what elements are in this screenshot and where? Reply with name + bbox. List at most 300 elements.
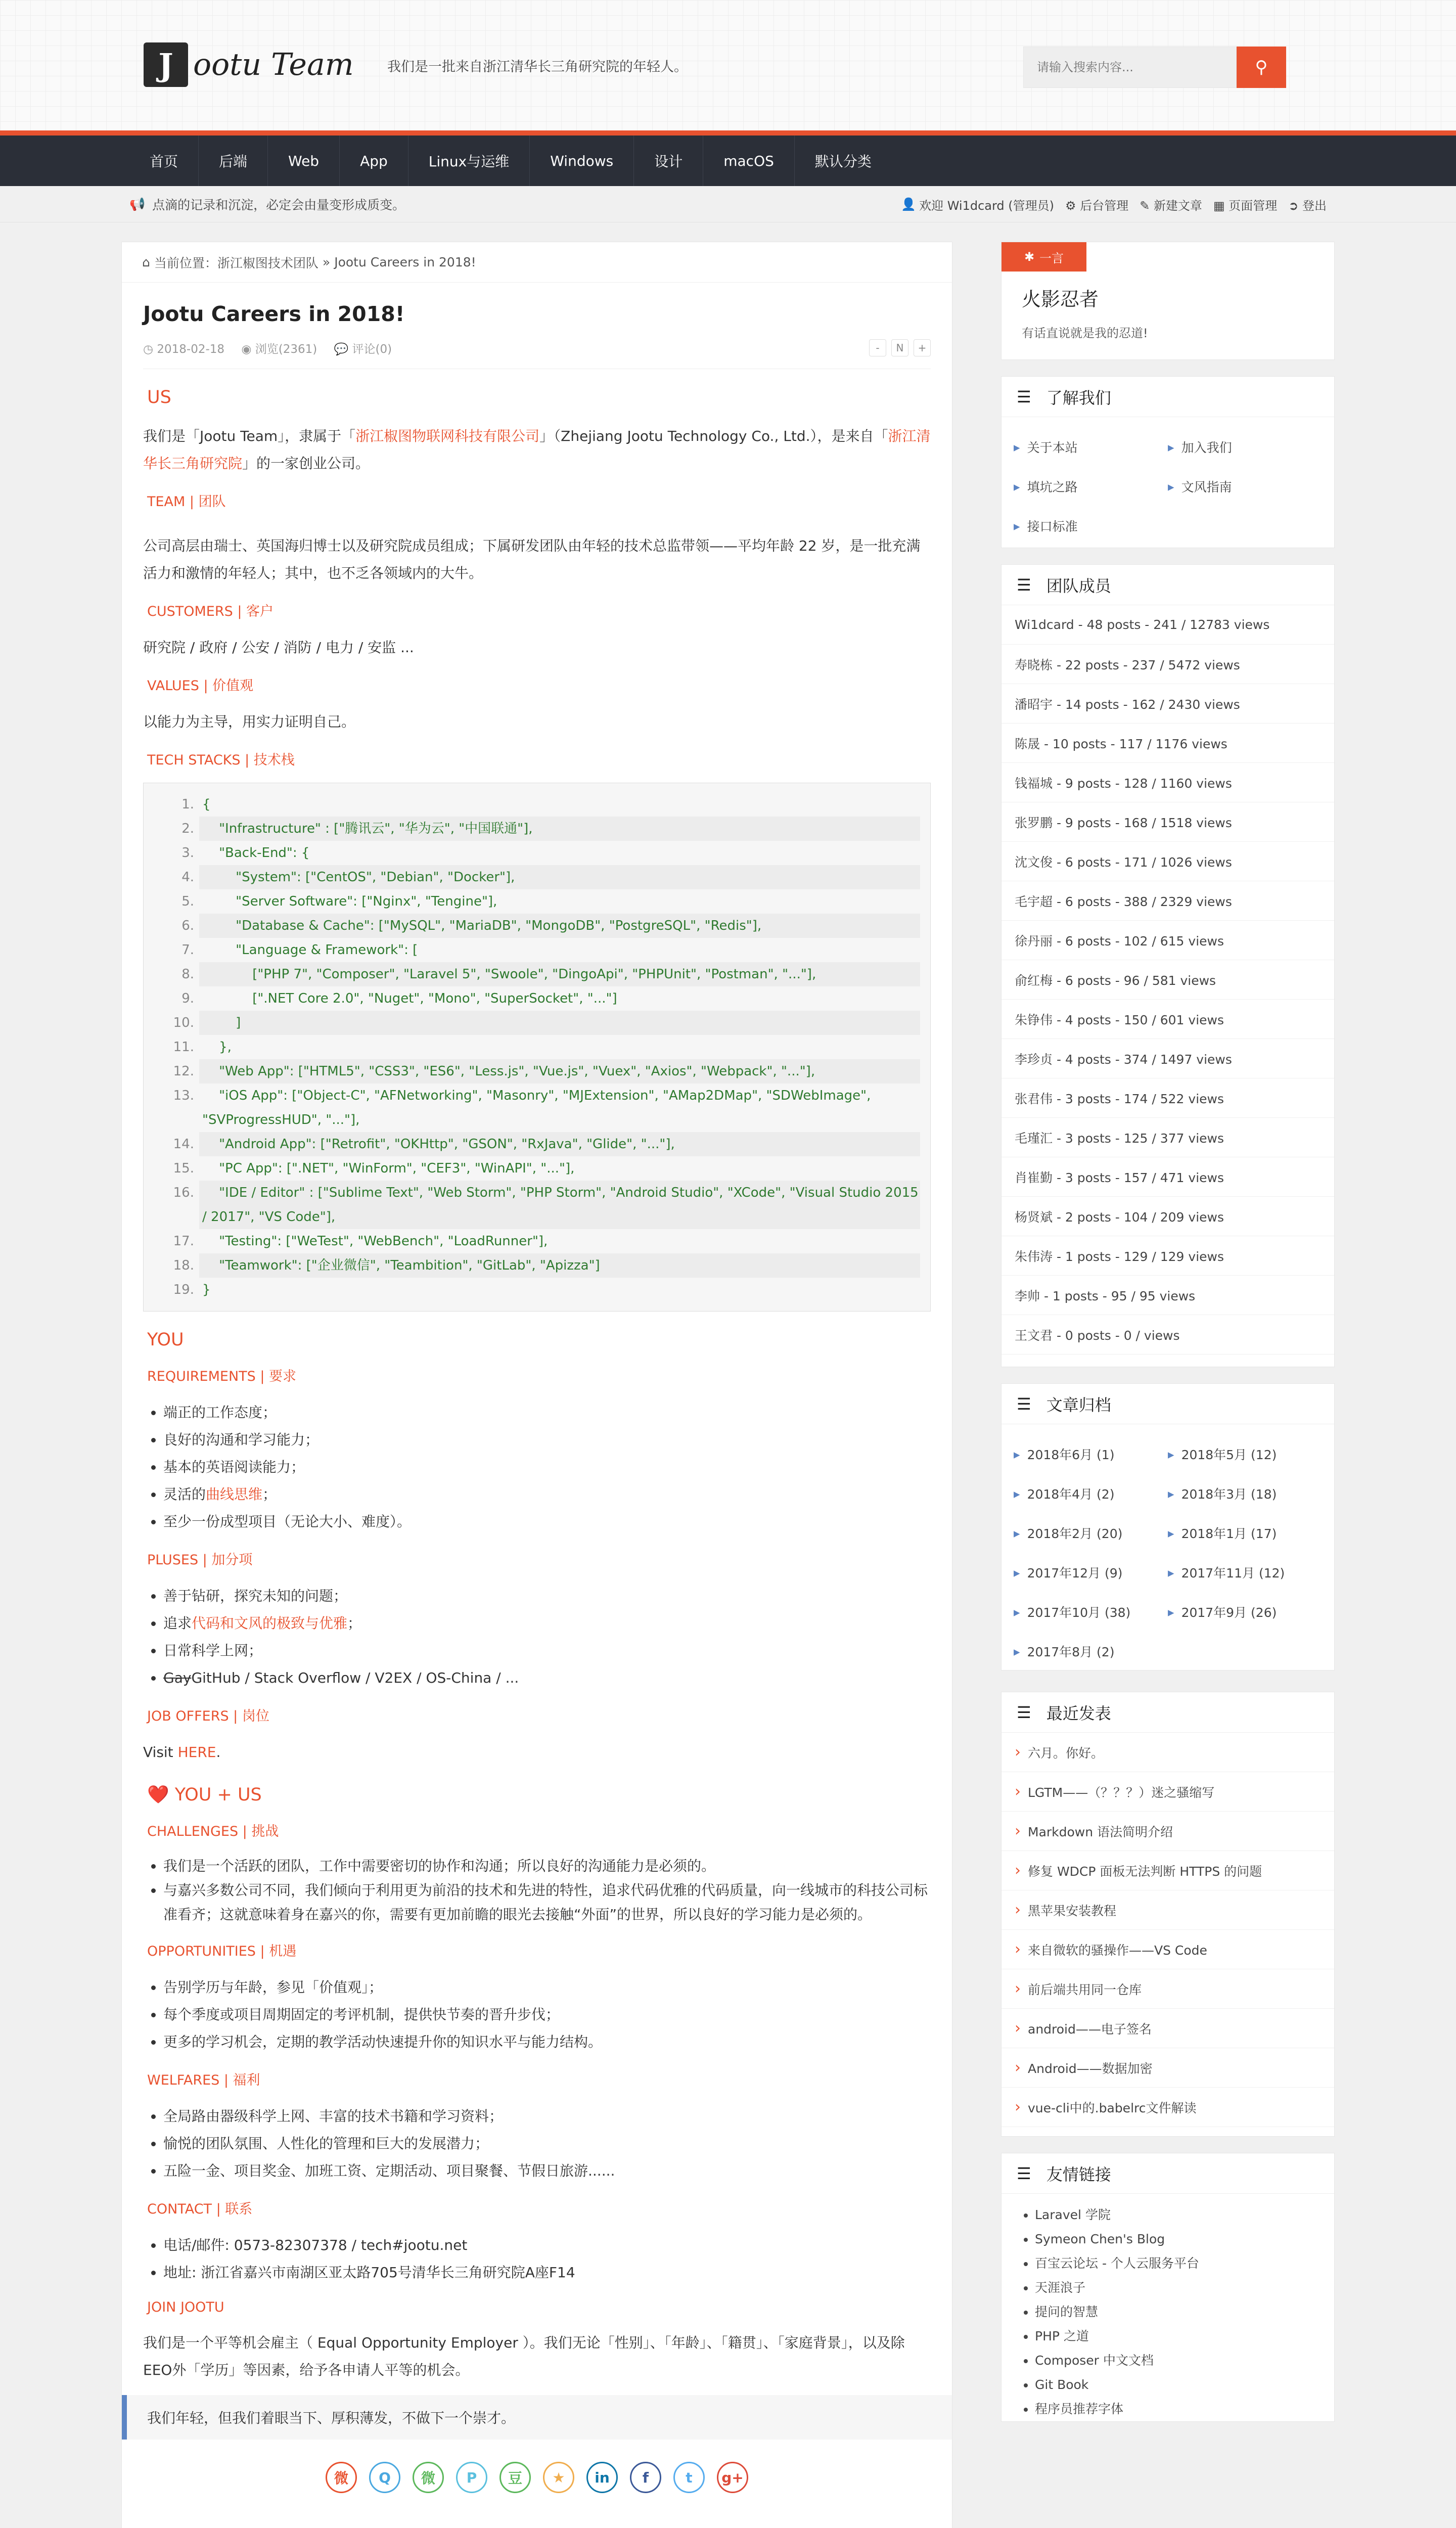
bullet-icon: ▸ bbox=[1168, 1486, 1174, 1501]
pages-link[interactable]: ▦ 页面管理 bbox=[1213, 198, 1278, 213]
member-item[interactable]: 张君伟 - 3 posts - 174 / 522 views bbox=[1002, 1078, 1334, 1118]
archive-label: 2018年6月 (1) bbox=[1027, 1448, 1115, 1462]
code-line bbox=[164, 1253, 920, 1278]
line-number: 12. bbox=[173, 1064, 194, 1079]
code-line bbox=[164, 938, 920, 962]
list-item: • 端正的工作态度； bbox=[163, 1399, 931, 1426]
code-text: } bbox=[202, 1282, 211, 1297]
members-widget bbox=[1001, 564, 1335, 1367]
recent-post-label: 前后端共用同一仓库 bbox=[1028, 1982, 1142, 1997]
intro-text-a: 我们是「Jootu Team」，隶属于「 bbox=[143, 428, 356, 444]
code-line bbox=[164, 1084, 920, 1132]
code-text: "Database & Cache": ["MySQL", "MariaDB", "MongoDB", "PostgreSQL", "Redis"], bbox=[199, 914, 920, 938]
heading-customers: CUSTOMERS | 客户 bbox=[147, 604, 274, 619]
list-item: • 基本的英语阅读能力； bbox=[163, 1454, 931, 1481]
code-line bbox=[164, 817, 920, 841]
line-number: 13. bbox=[173, 1088, 194, 1103]
code-line bbox=[164, 986, 920, 1011]
contact-list bbox=[143, 2232, 931, 2286]
visit-text: Visit bbox=[143, 1744, 178, 1760]
members-list bbox=[1002, 605, 1334, 1355]
nav-item[interactable]: Web bbox=[268, 136, 340, 186]
archive-label: 2017年11月 (12) bbox=[1181, 1566, 1285, 1581]
clock-icon: ◷ bbox=[143, 342, 154, 356]
heading-team: TEAM | 团队 bbox=[147, 494, 226, 510]
member-item[interactable]: 徐丹丽 - 6 posts - 102 / 615 views bbox=[1002, 921, 1334, 960]
code-line bbox=[164, 841, 920, 865]
menu-icon: ☰ bbox=[1017, 2163, 1031, 2183]
sidebar-item-about[interactable] bbox=[1168, 467, 1322, 506]
about-widget bbox=[1001, 376, 1335, 548]
nav-item[interactable]: 设计 bbox=[634, 136, 703, 186]
list-item: • 我们是一个活跃的团队，工作中需要密切的协作和沟通；所以良好的沟通能力是必须的。 bbox=[163, 1854, 931, 1878]
pages-link-label: 页面管理 bbox=[1228, 198, 1278, 213]
member-item[interactable]: 钱福城 - 9 posts - 128 / 1160 views bbox=[1002, 763, 1334, 802]
code-line bbox=[164, 914, 920, 938]
recent-post-label: 修复 WDCP 面板无法判断 HTTPS 的问题 bbox=[1028, 1864, 1262, 1879]
archive-label: 2018年1月 (17) bbox=[1181, 1526, 1277, 1541]
pinterest-icon[interactable]: P bbox=[456, 2462, 487, 2493]
sidebar-item-about[interactable] bbox=[1014, 427, 1168, 467]
nav-item[interactable]: App bbox=[340, 136, 408, 186]
code-text: "Language & Framework": [ bbox=[202, 942, 418, 958]
code-line bbox=[164, 962, 920, 986]
visit-end: . bbox=[216, 1744, 221, 1760]
logo-mark: J bbox=[144, 42, 188, 87]
archive-label: 2018年3月 (18) bbox=[1181, 1487, 1277, 1502]
logout-link-label: 登出 bbox=[1302, 198, 1327, 213]
recent-post[interactable] bbox=[1002, 1851, 1334, 1890]
widget-title: 了解我们 bbox=[1046, 388, 1111, 408]
welfares-list bbox=[143, 2103, 931, 2185]
closing-quote: 我们年轻，但我们着眼当下、厚积薄发，不做下一个崇才。 bbox=[122, 2395, 952, 2440]
bullet-icon: ▸ bbox=[1168, 1525, 1174, 1541]
recent-post[interactable] bbox=[1002, 1733, 1334, 1772]
you-us-label: YOU + US bbox=[174, 1785, 262, 1805]
recent-post-label: LGTM——（？？？）迷之骚缩写 bbox=[1028, 1785, 1215, 1800]
line-number: 5. bbox=[181, 894, 194, 909]
line-number: 10. bbox=[173, 1015, 194, 1030]
main-nav bbox=[0, 136, 1456, 186]
member-item[interactable]: 毛宇超 - 6 posts - 388 / 2329 views bbox=[1002, 881, 1334, 921]
code-text: "System": ["CentOS", "Debian", "Docker"], bbox=[199, 865, 920, 889]
welcome-link[interactable]: 欢迎 Wi1dcard (管理员) bbox=[919, 198, 1055, 213]
jobs-link[interactable]: HERE bbox=[177, 1744, 216, 1760]
code-block bbox=[143, 783, 931, 1312]
archive-item[interactable] bbox=[1168, 1513, 1322, 1553]
comment-count[interactable]: 评论(0) bbox=[352, 342, 392, 356]
archive-item[interactable] bbox=[1014, 1592, 1168, 1632]
recent-post[interactable] bbox=[1002, 2088, 1334, 2127]
site-slogan: 我们是一批来自浙江清华长三角研究院的年轻人。 bbox=[387, 59, 688, 75]
qq-icon[interactable]: Q bbox=[369, 2462, 400, 2493]
widget-title: 友情链接 bbox=[1046, 2164, 1111, 2184]
member-item[interactable]: 张罗鹏 - 9 posts - 168 / 1518 views bbox=[1002, 802, 1334, 842]
opportunities-list bbox=[143, 1974, 931, 2056]
heading-tech-stacks: TECH STACKS | 技术栈 bbox=[147, 752, 295, 768]
member-item[interactable]: Wi1dcard - 48 posts - 241 / 12783 views bbox=[1002, 605, 1334, 645]
recent-post[interactable] bbox=[1002, 1930, 1334, 1969]
heading-contact: CONTACT | 联系 bbox=[147, 2201, 253, 2217]
member-item[interactable]: 寿晓栋 - 22 posts - 237 / 5472 views bbox=[1002, 645, 1334, 684]
admin-link-label: 后台管理 bbox=[1080, 198, 1129, 213]
bullet-icon: ▸ bbox=[1014, 1644, 1020, 1659]
search-icon: ⚲ bbox=[1255, 58, 1268, 77]
code-text: "IDE / Editor" : ["Sublime Text", "Web Storm", "PHP Storm", "Android Studio", "XCode", "Visual Studio 2015 / 2017", "VS Code"], bbox=[199, 1181, 920, 1229]
douban-icon[interactable]: 豆 bbox=[499, 2462, 531, 2493]
arrow-icon: › bbox=[1015, 1822, 1021, 1840]
nav-item[interactable]: 后端 bbox=[199, 136, 268, 186]
recent-post[interactable] bbox=[1002, 1772, 1334, 1812]
arrow-icon: › bbox=[1015, 1862, 1021, 1879]
list-item: • 至少一份成型项目（无论大小、难度）。 bbox=[163, 1508, 931, 1536]
nav-item[interactable]: Windows bbox=[530, 136, 634, 186]
facebook-icon[interactable]: f bbox=[630, 2462, 661, 2493]
member-item[interactable]: 俞红梅 - 6 posts - 96 / 581 views bbox=[1002, 960, 1334, 1000]
friend-link[interactable]: • 百宝云论坛 - 个人云服务平台 bbox=[1035, 2251, 1334, 2276]
archive-item[interactable] bbox=[1168, 1434, 1322, 1474]
bullet-icon: ▸ bbox=[1168, 1565, 1174, 1580]
eye-icon: ◉ bbox=[241, 342, 252, 356]
archive-widget bbox=[1001, 1383, 1335, 1671]
bullet-icon: ▸ bbox=[1168, 479, 1174, 494]
recent-list bbox=[1002, 1733, 1334, 2127]
archive-links bbox=[1002, 1424, 1334, 1681]
archive-item[interactable] bbox=[1014, 1632, 1168, 1671]
archive-label: 2018年2月 (20) bbox=[1027, 1526, 1123, 1541]
list-item bbox=[163, 1481, 931, 1508]
sidebar-item-label: 填坑之路 bbox=[1027, 480, 1078, 494]
sidebar-item-about[interactable] bbox=[1014, 506, 1168, 546]
recent-post-label: vue-cli中的.babelrc文件解读 bbox=[1028, 2100, 1197, 2115]
asterisk-icon: ✱ bbox=[1024, 250, 1035, 264]
menu-icon: ☰ bbox=[1017, 1394, 1031, 1414]
code-text: "iOS App": ["Object-C", "AFNetworking", "Masonry", "MJExtension", "AMap2DMap", "SDWebImage", "SVProgressHUD", "..."], bbox=[202, 1088, 875, 1127]
join-paragraph: 我们是一个平等机会雇主（ Equal Opportunity Employer ）。我们无论「性别」、「年龄」、「籍贯」、「家庭背景」，以及除EEO外「学历」等因素，给予各申请人平等的机会。 bbox=[143, 2334, 905, 2378]
recent-post-label: Markdown 语法简明介绍 bbox=[1028, 1824, 1173, 1839]
twitter-icon[interactable]: t bbox=[673, 2462, 705, 2493]
weibo-icon[interactable]: 微 bbox=[326, 2462, 357, 2493]
comment-icon: 💬 bbox=[334, 342, 349, 356]
line-number: 6. bbox=[181, 918, 194, 933]
breadcrumb-prefix: 当前位置： bbox=[154, 255, 217, 270]
sidebar-item-label: 关于本站 bbox=[1027, 440, 1078, 455]
list-item bbox=[163, 1664, 931, 1692]
code-line bbox=[164, 865, 920, 889]
widget-header bbox=[1002, 565, 1334, 605]
article-panel bbox=[121, 242, 952, 2528]
code-line bbox=[164, 1132, 920, 1156]
line-number: 8. bbox=[181, 967, 194, 982]
code-line bbox=[164, 792, 920, 817]
yiyan-tag-label: 一言 bbox=[1039, 251, 1064, 265]
widget-title: 最近发表 bbox=[1046, 1703, 1111, 1723]
code-text: "Web App": ["HTML5", "CSS3", "ES6", "Less.js", "Vue.js", "Vuex", "Axios", "Webpack", "..."], bbox=[199, 1059, 920, 1084]
google-plus-icon[interactable]: g+ bbox=[717, 2462, 748, 2493]
line-number: 11. bbox=[173, 1040, 194, 1055]
member-item[interactable]: 沈文俊 - 6 posts - 171 / 1026 views bbox=[1002, 842, 1334, 881]
archive-item[interactable] bbox=[1014, 1513, 1168, 1553]
code-text: "Infrastructure" : ["腾讯云", "华为云", "中国联通"], bbox=[199, 817, 920, 841]
archive-item[interactable] bbox=[1168, 1474, 1322, 1513]
code-text: "PC App": [".NET", "WinForm", "CEF3", "WinAPI", "..."], bbox=[202, 1161, 575, 1176]
view-count: 浏览(2361) bbox=[255, 342, 317, 356]
font-normal-button[interactable]: N bbox=[891, 339, 908, 356]
member-item[interactable]: 朱伟涛 - 1 posts - 129 / 129 views bbox=[1002, 1236, 1334, 1276]
recent-post[interactable] bbox=[1002, 1812, 1334, 1851]
heading-values: VALUES | 价值观 bbox=[147, 678, 254, 694]
wechat-icon[interactable]: 微 bbox=[413, 2462, 444, 2493]
bullet-icon: ▸ bbox=[1014, 518, 1020, 533]
friend-link[interactable]: • 天涯浪子 bbox=[1035, 2276, 1334, 2300]
font-increase-button[interactable]: + bbox=[914, 339, 931, 356]
list-item: • 地址: 浙江省嘉兴市南湖区亚太路705号清华长三角研究院A座F14 bbox=[163, 2259, 931, 2286]
values-paragraph: 以能力为主导，用实力证明自己。 bbox=[143, 713, 356, 730]
strike-text: Gay bbox=[163, 1669, 192, 1686]
code-text: "Testing": ["WeTest", "WebBench", "LoadRunner"], bbox=[202, 1234, 548, 1249]
line-number: 1. bbox=[181, 797, 194, 812]
challenges-list bbox=[143, 1854, 931, 1927]
breadcrumb bbox=[122, 242, 952, 283]
line-number: 16. bbox=[173, 1185, 194, 1200]
line-number: 4. bbox=[181, 870, 194, 885]
heading-join: JOIN JOOTU bbox=[147, 2299, 224, 2315]
sidebar-item-label: 文风指南 bbox=[1181, 480, 1232, 494]
article-title: Jootu Careers in 2018! bbox=[143, 302, 405, 326]
recent-post-label: 六月。你好。 bbox=[1028, 1745, 1104, 1760]
breadcrumb-current: Jootu Careers in 2018! bbox=[334, 255, 476, 269]
institute-link[interactable]: 浙江清华长三角研究院 bbox=[143, 428, 931, 472]
code-line bbox=[164, 889, 920, 914]
search-form bbox=[1023, 47, 1286, 88]
member-item[interactable]: 朱铮伟 - 4 posts - 150 / 601 views bbox=[1002, 1000, 1334, 1039]
bullet-icon: ▸ bbox=[1014, 1565, 1020, 1580]
list-item: • 电话/邮件: 0573-82307378 / tech#jootu.net bbox=[163, 2232, 931, 2259]
archive-label: 2018年5月 (12) bbox=[1181, 1448, 1277, 1462]
bullet-icon: ▸ bbox=[1014, 1486, 1020, 1501]
notice-text: 点滴的记录和沉淀，必定会由量变形成质变。 bbox=[152, 198, 405, 212]
plus-text: 追求 bbox=[163, 1615, 192, 1632]
article-meta bbox=[143, 339, 931, 369]
line-number: 19. bbox=[173, 1282, 194, 1297]
menu-icon: ☰ bbox=[1017, 575, 1031, 595]
site-header bbox=[0, 0, 1456, 133]
intro-text-e: 」的一家创业公司。 bbox=[242, 455, 370, 472]
bullet-icon: ▸ bbox=[1014, 439, 1020, 455]
widget-header bbox=[1002, 1384, 1334, 1424]
site-logo[interactable] bbox=[144, 40, 354, 89]
font-decrease-button[interactable]: - bbox=[869, 339, 886, 356]
member-item[interactable]: 杨贤斌 - 2 posts - 104 / 209 views bbox=[1002, 1197, 1334, 1236]
sidebar-item-about[interactable] bbox=[1168, 427, 1322, 467]
friend-link[interactable]: • 提问的智慧 bbox=[1035, 2300, 1334, 2324]
archive-label: 2017年10月 (38) bbox=[1027, 1605, 1131, 1620]
archive-item[interactable] bbox=[1014, 1553, 1168, 1592]
heart-icon: ❤️ bbox=[147, 1785, 169, 1805]
bullet-icon: ▸ bbox=[1168, 1604, 1174, 1619]
line-number: 7. bbox=[181, 942, 194, 958]
bullet-icon: ▸ bbox=[1014, 479, 1020, 494]
line-number: 3. bbox=[181, 845, 194, 861]
code-text: ["PHP 7", "Composer", "Laravel 5", "Swoole", "DingoApi", "PHPUnit", "Postman", "..."], bbox=[199, 962, 920, 986]
list-item: • 良好的沟通和学习能力； bbox=[163, 1426, 931, 1454]
intro-paragraph bbox=[143, 423, 931, 477]
flex-highlight: 曲线思维 bbox=[206, 1486, 263, 1503]
archive-label: 2017年9月 (26) bbox=[1181, 1605, 1277, 1620]
nav-item[interactable]: 默认分类 bbox=[814, 153, 872, 170]
line-number: 15. bbox=[173, 1161, 194, 1176]
company-link[interactable]: 浙江椒图物联网科技有限公司 bbox=[355, 428, 540, 444]
code-text: [".NET Core 2.0", "Nuget", "Mono", "SuperSocket", "..."] bbox=[202, 991, 617, 1006]
archive-label: 2017年8月 (2) bbox=[1027, 1645, 1115, 1659]
yiyan-title: 火影忍者 bbox=[1022, 288, 1099, 310]
arrow-icon: › bbox=[1015, 1980, 1021, 1998]
list-item: • 愉悦的团队氛围、人性化的管理和巨大的发展潜力； bbox=[163, 2130, 931, 2157]
accent-bar bbox=[0, 130, 1456, 136]
recent-post-label: 黑苹果安装教程 bbox=[1028, 1903, 1117, 1918]
friend-link[interactable]: • Composer 中文文档 bbox=[1035, 2349, 1334, 2373]
new-post-link[interactable]: ✎ 新建文章 bbox=[1140, 198, 1202, 213]
archive-item[interactable] bbox=[1168, 1592, 1322, 1632]
post-date: 2018-02-18 bbox=[157, 342, 225, 356]
line-number: 9. bbox=[181, 991, 194, 1006]
user-icon: 👤 bbox=[901, 197, 917, 211]
star-icon[interactable]: ★ bbox=[543, 2462, 574, 2493]
member-item[interactable]: 潘昭宇 - 14 posts - 162 / 2430 views bbox=[1002, 684, 1334, 724]
widget-title: 文章归档 bbox=[1046, 1395, 1111, 1415]
arrow-icon: › bbox=[1015, 2098, 1021, 2116]
breadcrumb-site-link[interactable]: 浙江椒图技术团队 bbox=[217, 255, 318, 270]
heading-pluses: PLUSES | 加分项 bbox=[147, 1552, 253, 1568]
archive-item[interactable] bbox=[1014, 1434, 1168, 1474]
friend-link[interactable]: • PHP 之道 bbox=[1035, 2324, 1334, 2349]
line-number: 18. bbox=[173, 1258, 194, 1273]
visit-paragraph bbox=[143, 1739, 931, 1766]
plus-sites: GitHub / Stack Overflow / V2EX / OS-China / ... bbox=[191, 1669, 519, 1686]
logo-text: ootu Team bbox=[193, 47, 354, 82]
notice-bar bbox=[0, 186, 1456, 222]
heading-welfares: WELFARES | 福利 bbox=[147, 2072, 260, 2088]
list-item: • 善于钻研，探究未知的问题； bbox=[163, 1583, 931, 1610]
friend-link[interactable]: • Symeon Chen's Blog bbox=[1035, 2227, 1334, 2251]
logout-link[interactable]: ➲ 登出 bbox=[1288, 198, 1327, 213]
flex-text: 灵活的 bbox=[163, 1486, 206, 1503]
code-text: "Android App": ["Retrofit", "OKHttp", "GSON", "RxJava", "Glide", "..."], bbox=[199, 1132, 920, 1156]
code-line bbox=[164, 1156, 920, 1181]
list-item: • 日常科学上网； bbox=[163, 1637, 931, 1664]
nav-item[interactable]: macOS bbox=[703, 136, 795, 186]
admin-link[interactable]: ⚙ 后台管理 bbox=[1065, 198, 1129, 213]
member-item[interactable]: 陈晟 - 10 posts - 117 / 1176 views bbox=[1002, 724, 1334, 763]
search-button[interactable] bbox=[1237, 47, 1286, 88]
member-item[interactable]: 李珍贞 - 4 posts - 374 / 1497 views bbox=[1002, 1039, 1334, 1078]
list-item: • 五险一金、项目奖金、加班工资、定期活动、项目聚餐、节假日旅游...... bbox=[163, 2157, 931, 2185]
recent-post-label: android——电子签名 bbox=[1028, 2021, 1152, 2037]
yiyan-widget bbox=[1001, 242, 1335, 360]
bullet-icon: ▸ bbox=[1168, 439, 1174, 455]
code-text: { bbox=[202, 797, 211, 812]
team-paragraph: 公司高层由瑞士、英国海归博士以及研究院成员组成；下属研发团队由年轻的技术总监带领——平均年龄 22 岁，是一批充满活力和激情的年轻人；其中，也不乏各领域内的大牛。 bbox=[143, 537, 921, 581]
section-you: YOU bbox=[147, 1330, 184, 1350]
arrow-icon: › bbox=[1015, 1901, 1021, 1919]
list-item: • 更多的学习机会，定期的教学活动快速提升你的知识水平与能力结构。 bbox=[163, 2028, 931, 2056]
code-line bbox=[164, 1278, 920, 1302]
list-item: • 每个季度或项目周期固定的考评机制，提供快节奏的晋升步伐； bbox=[163, 2001, 931, 2028]
code-text: "Back-End": { bbox=[202, 845, 310, 861]
archive-label: 2017年12月 (9) bbox=[1027, 1566, 1123, 1581]
pluses-list bbox=[143, 1583, 931, 1692]
friend-link[interactable]: • Git Book bbox=[1035, 2373, 1334, 2397]
recent-post[interactable] bbox=[1002, 2009, 1334, 2048]
arrow-icon: › bbox=[1015, 2059, 1021, 2076]
megaphone-icon: 📢 bbox=[129, 197, 146, 211]
code-text: ] bbox=[199, 1011, 920, 1035]
share-bar bbox=[143, 2462, 931, 2493]
arrow-icon: › bbox=[1015, 1783, 1021, 1800]
sidebar-item-about[interactable] bbox=[1014, 467, 1168, 506]
code-line bbox=[164, 1059, 920, 1084]
archive-item[interactable] bbox=[1168, 1553, 1322, 1592]
new-post-link-label: 新建文章 bbox=[1153, 198, 1202, 213]
line-number: 17. bbox=[173, 1234, 194, 1249]
plus-end: ； bbox=[347, 1615, 362, 1632]
section-us: US bbox=[147, 387, 171, 408]
recent-post[interactable] bbox=[1002, 1969, 1334, 2009]
widget-header bbox=[1002, 1692, 1334, 1733]
list-item: • 告别学历与年龄，参见「价值观」； bbox=[163, 1974, 931, 2001]
search-input[interactable] bbox=[1023, 47, 1237, 88]
about-links bbox=[1002, 417, 1334, 556]
bullet-icon: ▸ bbox=[1014, 1525, 1020, 1541]
member-item[interactable]: 肖崔勤 - 3 posts - 157 / 471 views bbox=[1002, 1157, 1334, 1197]
widget-title: 团队成员 bbox=[1046, 576, 1111, 596]
list-item bbox=[163, 1610, 931, 1637]
member-item[interactable]: 王文君 - 0 posts - 0 / views bbox=[1002, 1315, 1334, 1355]
code-line bbox=[164, 1229, 920, 1253]
recent-post-label: 来自微软的骚操作——VS Code bbox=[1028, 1943, 1207, 1958]
yiyan-text: 有话直说就是我的忍道! bbox=[1022, 326, 1148, 340]
line-number: 14. bbox=[173, 1137, 194, 1152]
plus-highlight: 代码和文风的极致与优雅 bbox=[192, 1615, 348, 1632]
friend-link[interactable]: • 程序员推荐字体 bbox=[1035, 2397, 1334, 2421]
line-number: 2. bbox=[181, 821, 194, 836]
section-you-us bbox=[147, 1784, 927, 1805]
linkedin-icon[interactable]: in bbox=[586, 2462, 618, 2493]
arrow-icon: › bbox=[1015, 1940, 1021, 1958]
list-item: • 与嘉兴多数公司不同，我们倾向于利用更为前沿的技术和先进的特性，追求代码优雅的代码质量，向一线城市的科技公司标准看齐；这就意味着身在嘉兴的你，需要有更加前瞻的眼光去接触“外面”的世界，所以良好的学习能力是必须的。 bbox=[163, 1878, 931, 1927]
code-line bbox=[164, 1011, 920, 1035]
recent-post[interactable] bbox=[1002, 1890, 1334, 1930]
member-item[interactable]: 毛瑾汇 - 3 posts - 125 / 377 views bbox=[1002, 1118, 1334, 1157]
yiyan-tag bbox=[1002, 242, 1086, 272]
menu-icon: ☰ bbox=[1017, 387, 1031, 407]
sidebar-item-label: 接口标准 bbox=[1027, 519, 1078, 534]
nav-item[interactable]: Linux与运维 bbox=[408, 136, 530, 186]
nav-item[interactable]: 首页 bbox=[129, 136, 199, 186]
archive-item[interactable] bbox=[1014, 1474, 1168, 1513]
customers-paragraph: 研究院 / 政府 / 公安 / 消防 / 电力 / 安监 ... bbox=[143, 639, 414, 656]
widget-header bbox=[1002, 2153, 1334, 2194]
links-widget bbox=[1001, 2153, 1335, 2422]
friend-links bbox=[1002, 2194, 1334, 2421]
recent-post[interactable] bbox=[1002, 2048, 1334, 2088]
code-text: "Teamwork": ["企业微信", "Teambition", "GitLab", "Apizza"] bbox=[199, 1253, 920, 1278]
bullet-icon: ▸ bbox=[1168, 1447, 1174, 1462]
code-text: }, bbox=[202, 1040, 232, 1055]
friend-link[interactable]: • Laravel 学院 bbox=[1035, 2203, 1334, 2227]
recent-post-label: Android——数据加密 bbox=[1028, 2061, 1153, 2076]
member-item[interactable]: 李帅 - 1 posts - 95 / 95 views bbox=[1002, 1276, 1334, 1315]
